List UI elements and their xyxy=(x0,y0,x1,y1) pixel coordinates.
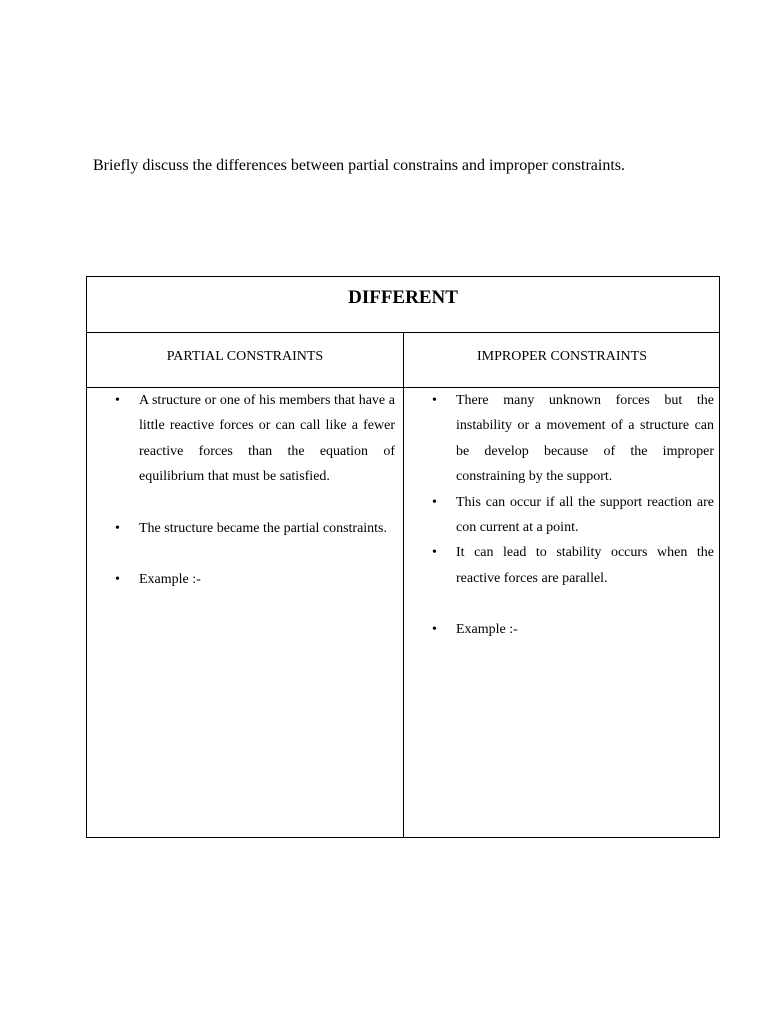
list-item xyxy=(404,540,720,591)
bullet-icon: • xyxy=(115,520,120,536)
list-item xyxy=(404,388,720,490)
list-item xyxy=(87,388,403,490)
table-title: DIFFERENT xyxy=(348,287,458,308)
list-item xyxy=(404,490,720,541)
list-item-text: There many unknown forces but the instability or a movement of a structure can be develop because of the improper constraining by the support. xyxy=(456,393,714,485)
question-text: Briefly discuss the differences between partial constrains and improper constraints. xyxy=(93,157,625,174)
list-item-text: It can lead to stability occurs when the reactive forces are parallel. xyxy=(456,545,714,586)
list-item xyxy=(404,617,720,642)
list-item xyxy=(87,516,403,541)
list-item-text: This can occur if all the support reaction are con current at a point. xyxy=(456,494,714,536)
partial-constraints-header: PARTIAL CONSTRAINTS xyxy=(166,349,324,364)
list-item-text: Example :- xyxy=(139,572,201,588)
bullet-icon: • xyxy=(432,393,437,408)
improper-constraints-column xyxy=(404,388,720,643)
bullet-icon: • xyxy=(432,622,437,638)
bullet-icon: • xyxy=(115,572,120,588)
bullet-icon: • xyxy=(432,494,437,510)
comparison-table xyxy=(86,276,720,838)
bullet-icon: • xyxy=(432,545,437,561)
list-item-text: The structure became the partial constraints. xyxy=(139,520,388,536)
table-title-row xyxy=(87,277,719,333)
improper-constraints-header: IMPROPER CONSTRAINTS xyxy=(477,349,647,364)
partial-constraints-column xyxy=(87,388,403,592)
list-item-text: Example :- xyxy=(456,622,518,638)
list-item-text: A structure or one of his members that have a little reactive forces or can call like a fewer reactive forces than the equation of equilibrium that must be satisfied. xyxy=(139,393,395,485)
bullet-icon: • xyxy=(115,393,120,408)
list-item xyxy=(87,567,403,592)
